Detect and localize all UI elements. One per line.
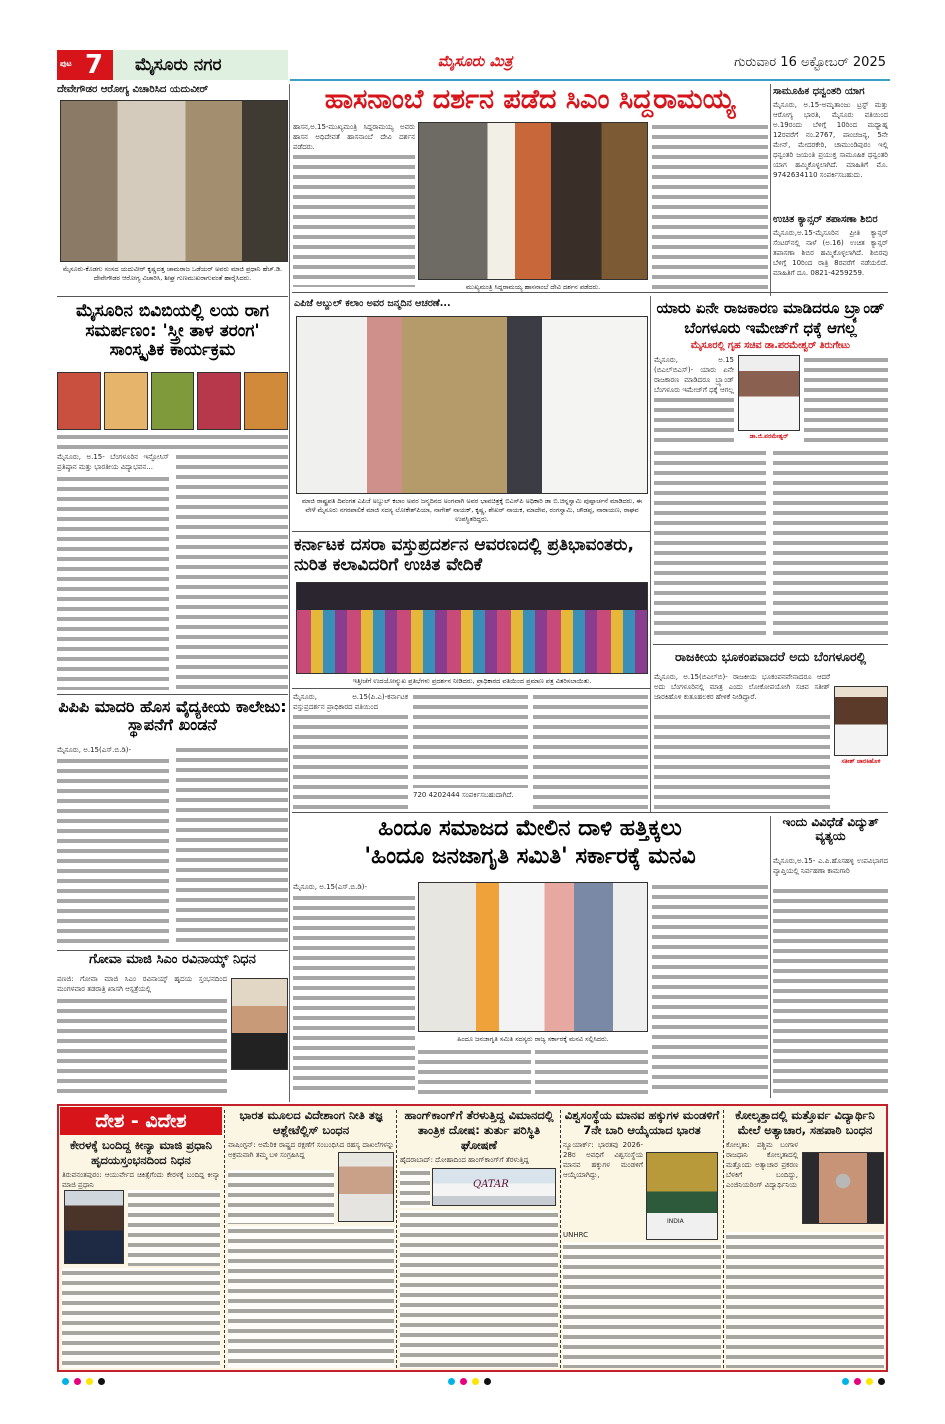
portrait [151, 372, 195, 430]
section-title: ಮೈಸೂರು ನಗರ [113, 50, 288, 80]
story-body [400, 1168, 430, 1208]
photo-parameshwar [738, 355, 800, 431]
article-body [535, 1047, 648, 1095]
article-body [654, 395, 734, 445]
story-body [128, 1190, 220, 1266]
article-lead: ಮೈಸೂರು, ಅ.15(ಪಿ.ಎ)-ಕರ್ನಾಟಕ ವಸ್ತುಪ್ರದರ್ಶನ ಪ್ರಾಧಿಕಾರದ ವತಿಯಿಂದ [293, 693, 408, 711]
photo-yaduveer-devegowda [60, 100, 288, 262]
article-lead: ಮೈಸೂರು, ಅ.15 (ಬಿಎಲ್‌ಬಿಎಸ್)- ಯಾರು ಏನೇ ರಾಜಕಾರಣ ಮಾಡಿದರೂ ಬ್ರ್ಯಾಂಡ್ ಬೆಂಗಳೂರು ಇಮೇಜ್‌ಗೆ ಧಕ್ಕೆ ಆಗಲ್ಲ [654, 356, 734, 394]
page-number: 7 [85, 50, 104, 80]
photo-qatar-plane [432, 1168, 556, 1206]
story-body [228, 1170, 334, 1224]
column-divider [560, 1110, 561, 1368]
article-lead: ಪಣಜಿ: ಗೋವಾ ಮಾಜಿ ಸಿಎಂ ರವಿನಾಯ್ಕ್ ಹೃದಯ ಸ್ತಂಭನದಿಂದ ಮಂಗಳವಾರ ತಡರಾತ್ರಿ ಖಾಸಗಿ ಆಸ್ಪತ್ರೆಯಲ್ಲಿ [57, 975, 227, 993]
photo-caption: ಮೈಸೂರು-ಕೊಡಗು ಸಂಸದ ಯದುವೀರ್ ಕೃಷ್ಣದತ್ತ ಚಾಮರಾಜ ಒಡೆಯರ್ ಅವರು ಮಾಜಿ ಪ್ರಧಾನಿ ಹೆಚ್.ಡಿ. ದೇವೇಗೌಡರ ಆರೋಗ್ಯ ವಿಚಾರಿಸಿ, ಶೀಘ್ರ ಗುಣಮುಖರಾಗುವಂತೆ ಹಾರೈಸಿದರು. [62, 265, 283, 282]
column-divider [396, 1110, 397, 1368]
registration-dot [74, 1378, 81, 1385]
brief-headline: ಸಾಮೂಹಿಕ ಧನ್ವಂತರಿ ಯಾಗ [773, 86, 865, 97]
portrait [104, 372, 148, 430]
registration-dot [866, 1378, 873, 1385]
story-headline: ಹಾಂಗ್‌ಕಾಂಗ್‌ಗೆ ತೆರಳುತ್ತಿದ್ದ ವಿಮಾನದಲ್ಲಿ ತಾಂತ್ರಿಕ ದೋಷ: ತುರ್ತು ಪರಿಸ್ಥಿತಿ ಘೋಷಣೆ [404, 1108, 554, 1152]
registration-dot [460, 1378, 467, 1385]
nameplate: INDIA [667, 1218, 684, 1225]
portrait [197, 372, 241, 430]
column-divider [650, 296, 651, 812]
photo-headline: ಎಪಿಜೆ ಅಬ್ದುಲ್ ಕಲಾಂ ಅವರ ಜನ್ಮದಿನ ಆಚರಣೆ... [294, 298, 451, 309]
photo-ravi-naik [231, 978, 288, 1070]
article-headline: ರಾಜಕೀಯ ಭೂಕಂಪವಾದರೆ ಅದು ಬೆಂಗಳೂರಲ್ಲಿ [674, 649, 867, 664]
article-headline: ಯಾರು ಏನೇ ರಾಜಕಾರಣ ಮಾಡಿದರೂ ಬ್ರ್ಯಾಂಡ್ ಬೆಂಗಳೂರು ಇಮೇಜ್‌ಗೆ ಧಕ್ಕೆ ಆಗಲ್ಲ [656, 299, 885, 337]
story-body [62, 1268, 220, 1368]
brief-yaga [773, 86, 888, 300]
photo-caption: ಮುಖ್ಯಮಂತ್ರಿ ಸಿದ್ದರಾಮಯ್ಯ ಹಾಸನಾಂಬೆ ದೇವಿ ದರ್ಶನ ಪಡೆದರು. [465, 283, 601, 291]
registration-dot [98, 1378, 105, 1385]
photo-kalam-birthday [296, 316, 648, 494]
column-divider [224, 1110, 225, 1368]
lead-story-body [652, 122, 768, 290]
left-column [57, 84, 288, 1102]
article-headline: ಇಂದು ವಿವಿಧೆಡೆ ವಿದ್ಯುತ್ ವ್ಯತ್ಯಯ [782, 815, 879, 843]
lead-story-lead: ಹಾಸನ,ಅ.15-ಮುಖ್ಯಮಂತ್ರಿ ಸಿದ್ದರಾಮಯ್ಯ ಅವರು ಹಾಸನ ಅಧಿದೇವತೆ ಹಾಸನಾಂಬೆ ದೇವಿ ದರ್ಶನ ಪಡೆದರು. [293, 123, 415, 151]
registration-dot [62, 1378, 69, 1385]
article-headline: ದೇವೇಗೌಡರ ಆರೋಗ್ಯ ವಿಚಾರಿಸಿದ ಯದುವೀರ್ [57, 84, 209, 95]
article-lead: ಮೈಸೂರು, ಅ.15- ಬೆಂಗಳೂರಿನ ಇನ್ಫೋಸಿಸ್ ಪ್ರತಿಷ್ಠಾನ ಮತ್ತು ಭಾರತೀಯ ವಿದ್ಯಾಭವನ... [57, 453, 169, 471]
story-body [726, 1232, 884, 1368]
article-lead: ಮೈಸೂರು, ಅ.15(ಎಸ್.ಬಿ.ಡಿ)- [293, 883, 368, 891]
photo-ashley-tellis [338, 1152, 394, 1222]
article-body [57, 474, 169, 690]
divider [57, 950, 288, 951]
article-body [654, 712, 830, 810]
article-body [57, 996, 227, 1096]
article-lead: ಮೈಸೂರು, ಅ.15(ಬಿಎಲ್‌ಬಿ)- ರಾಜಕೀಯ ಭೂಕಂಪನವೇನಾದರೂ ಆದರೆ ಅದು ಬೆಂಗಳೂರಿನಲ್ಲಿ ಮಾತ್ರ ಎಂದು ಲೋಕೋಪಯೋಗಿ ಸಚಿವ ಸತೀಶ್ ಜಾರಕಿಹೊಳಿ ಕುತೂಹಲಕರ ಹೇಳಿಕೆ ನೀಡಿದ್ದಾರೆ. [654, 673, 830, 701]
brief-body: ಮೈಸೂರು, ಅ.15-ಅಮೃತಾಂಜು ಟ್ರಸ್ಟ್ ಮತ್ತು ಆರೋಗ್ಯ ಭಾರತಿ, ಮೈಸೂರು ವತಿಯಿಂದ ಅ.19ರಂದು ಬೆಳಿಗ್ಗೆ 10ರಿಂದ ಮಧ್ಯಾಹ್ನ 12ರವರೆಗೆ ನಂ.2767, ಪಾಂಚಜನ್ಯ, 5ನೇ ಮೇನ್, ಮೇದರಕೇರಿ, ಚಾಮುಂಡಿಪುರಂ ಇಲ್ಲಿ ಧನ್ವಂತರಿ ಜಯಂತಿ ಪ್ರಯುಕ್ತ ಸಾಮೂಹಿಕ ಧನ್ವಂತರಿ ಯಾಗ ಹಮ್ಮಿಕೊಳ್ಳಲಾಗಿದೆ. ಮಾಹಿತಿಗೆ ಮೊ. 9742634110 ಸಂಪರ್ಕಿಸಬಹುದು. [773, 101, 888, 179]
story-lead: ಹೈದರಾಬಾದ್: ದೋಹಾದಿಂದ ಹಾಂಗ್‌ಕಾಂಗ್‌ಗೆ ತೆರಳುತ್ತಿದ್ದ [400, 1156, 529, 1164]
article-body [413, 692, 528, 788]
story-lead: ಕೋಲ್ಕತಾ: ಪಶ್ಚಿಮ ಬಂಗಾಳ ರಾಜಧಾನಿ ಕೋಲ್ಕತಾದಲ್ಲಿ ಮತ್ತೊಂದು ಅತ್ಯಾಚಾರ ಪ್ರಕರಣ ಬೆಳಕಿಗೆ ಬಂದಿದ್ದು, ಎಂಜಿನಿಯರಿಂಗ್ ವಿದ್ಯಾರ್ಥಿನಿಯ [726, 1141, 798, 1189]
divider [292, 812, 888, 813]
page-tag [57, 50, 113, 80]
portrait [244, 372, 288, 430]
story-body [228, 1226, 394, 1368]
article-headline: ಕರ್ನಾಟಕ ದಸರಾ ವಸ್ತುಪ್ರದರ್ಶನ ಆವರಣದಲ್ಲಿ ಪ್ರತಿಭಾವಂತರು, ನುರಿತ ಕಲಾವಿದರಿಗೆ ಉಚಿತ ವೇದಿಕೆ [294, 535, 634, 575]
page-label: ಪುಟ [60, 59, 72, 68]
article-body [773, 448, 888, 640]
article-lead: ಮೈಸೂರು, ಅ.15(ಎಸ್.ಬಿ.ಡಿ)- [57, 746, 132, 754]
photo-kenya-pm [64, 1190, 124, 1264]
story-body [563, 1242, 721, 1368]
section-banner: ದೇಶ - ವಿದೇಶ [60, 1107, 222, 1135]
masthead: ಮೈಸೂರು ಮಿತ್ರ [437, 52, 513, 70]
article-body [652, 882, 768, 1095]
registration-dot [878, 1378, 885, 1385]
article-body [293, 712, 408, 810]
column-divider [770, 84, 771, 296]
article-headline: ಮೈಸೂರಿನ ಬಿವಿಬಿಯಲ್ಲಿ ಲಯ ರಾಗ ಸಮರ್ಪಣಂ: 'ಸ್ತ್ರೀ ತಾಳ ತರಂಗ' ಸಾಂಸ್ಕೃತಿಕ ಕಾರ್ಯಕ್ರಮ [76, 301, 269, 361]
article-headline: ಹಿಂದೂ ಸಮಾಜದ ಮೇಲಿನ ದಾಳಿ ಹತ್ತಿಕ್ಕಲು [378, 816, 682, 841]
article-body [293, 893, 415, 1093]
story-lead: ತಿರುವನಂತಪುರಂ: ಆಯುರ್ವೇದ ಚಿಕಿತ್ಸೆಗೆಂದು ಕೇರಳಕ್ಕೆ ಬಂದಿದ್ದ ಕೀನ್ಯಾ ಮಾಜಿ ಪ್ರಧಾನಿ [62, 1171, 220, 1189]
article-body [418, 1047, 531, 1095]
photo-hindu-samiti [418, 882, 648, 1032]
story-lead: ನ್ಯೂಯಾರ್ಕ್: ಭಾರತವು 2026-28ರ ಅವಧಿಗೆ ವಿಶ್ವಸಂಸ್ಥೆಯ ಮಾನವ ಹಕ್ಕುಗಳ ಮಂಡಳಿಗೆ ಆಯ್ಕೆಯಾಗಿದ್ದು, [563, 1141, 643, 1179]
divider [292, 531, 650, 532]
header-rule [290, 79, 890, 81]
article-body [654, 448, 766, 640]
lead-headline: ಹಾಸನಾಂಬೆ ದರ್ಶನ ಪಡೆದ ಸಿಎಂ ಸಿದ್ದರಾಮಯ್ಯ [324, 84, 736, 115]
column-divider [770, 816, 771, 1098]
article-headline: ಗೋವಾ ಮಾಜಿ ಸಿಎಂ ರವಿನಾಯ್ಕ್ ನಿಧನ [89, 952, 256, 967]
registration-dot [472, 1378, 479, 1385]
registration-dot [854, 1378, 861, 1385]
photo-un-assembly [646, 1152, 718, 1240]
brief-body: ಮೈಸೂರು,ಅ.15-ಮೈಸೂರಿನ ಪ್ರೀತಿ ಕ್ಯಾನ್ಸರ್ ಸೆಂಟರ್‌ನಲ್ಲಿ ನಾಳೆ (ಅ.16) ಉಚಿತ ಕ್ಯಾನ್ಸರ್ ತಪಾಸಣಾ ಶಿಬಿರ ಹಮ್ಮಿಕೊಳ್ಳಲಾಗಿದೆ. ಶಿಬಿರವು ಬೆಳಿಗ್ಗೆ 10ರಿಂದ ರಾತ್ರಿ 8ರವರೆಗೆ ನಡೆಯಲಿದೆ. ಮಾಹಿತಿಗೆ ದೂ. 0821-4259259. [773, 229, 888, 277]
article-phone: 720 4202444 ಸಂಪರ್ಕಿಸಬಹುದಾಗಿದೆ. [413, 791, 514, 799]
photo-handcuffs [802, 1152, 884, 1224]
photo-dasara-artists [296, 582, 648, 674]
photo-satish-jarkiholi [834, 686, 888, 756]
article-headline: ಪಿಪಿಪಿ ಮಾದರಿ ಹೊಸ ವೈದ್ಯಕೀಯ ಕಾಲೇಜು: ಸ್ಥಾಪನೆಗೆ ಖಂಡನೆ [58, 697, 287, 735]
column-divider [289, 84, 290, 1102]
article-body [57, 756, 169, 944]
divider [292, 292, 888, 293]
story-extra: UNHRC [563, 1231, 589, 1239]
divider [57, 694, 288, 695]
article-lead: ಮೈಸೂರು,ಅ.15- ಎ.ಪಿ.ಹೊಸಹಳ್ಳಿ ಉಪವಿಭಾಗದ ವ್ಯಾಪ್ತಿಯಲ್ಲಿ ನಿರ್ವಹಣಾ ಕಾಮಗಾರಿ [773, 857, 888, 875]
lead-story-body [293, 152, 415, 287]
photo-caption: ಮಾಜಿ ರಾಷ್ಟ್ರಪತಿ ದಿವಂಗತ ಎಪಿಜೆ ಅಬ್ದುಲ್ ಕಲಾಂ ಅವರ ಜನ್ಮದಿನದ ಅಂಗವಾಗಿ ಅವರ ಭಾವಚಿತ್ರಕ್ಕೆ ಬಿಎಸ್‌ಪಿ ಅಧಿಕಾರಿ ಡಾ ಬಿ.ಚಿನ್ನಸ್ವಾಮಿ ಪುಷ್ಪಾರ್ಚನೆ ಮಾಡಿದರು, ಈ ವೇಳೆ ಮೈಸೂರು ನಗರಪಾಲಿಕೆ ಮಾಜಿ ಸದಸ್ಯ ಲೋಕೇಶ್‌ಪಿಯಾ, ನಾಗೇಶ್ ನಾಯಕ್, ಕೃಷ್ಣ, ಶೇಖರ್ ನಾಯಕ, ಮಾದೇವ, ರಂಗಸ್ವಾಮಿ, ಚೌಡಪ್ಪ, ನಾರಾಯಣ, ರಾಘವ ಉಪಸ್ಥಿತರಿದ್ದರು. [301, 497, 643, 523]
portrait [57, 372, 101, 430]
portrait-captions [57, 432, 288, 450]
registration-dot [484, 1378, 491, 1385]
story-headline: ವಿಶ್ವಸಂಸ್ಥೆಯ ಮಾನವ ಹಕ್ಕುಗಳ ಮಂಡಳಿಗೆ 7ನೇ ಬಾರಿ ಆಯ್ಕೆಯಾದ ಭಾರತ [564, 1108, 720, 1137]
story-headline: ಭಾರತ ಮೂಲದ ವಿದೇಶಾಂಗ ನೀತಿ ತಜ್ಞ ಆಶ್ಲೇಟೆಲ್ಲಿಸ್ ಬಂಧನ [239, 1108, 383, 1137]
registration-dot [842, 1378, 849, 1385]
column-divider [723, 1110, 724, 1368]
brief-headline: ಉಚಿತ ಕ್ಯಾನ್ಸರ್ ತಪಾಸಣಾ ಶಿಬಿರ [773, 214, 878, 225]
divider [57, 296, 288, 297]
photo-label: ಸತೀಶ್ ಜಾರಕಿಹೊಳಿ [841, 758, 881, 765]
story-lead: ವಾಷಿಂಗ್ಟನ್: ಅಮೆರಿಕ ರಾಷ್ಟ್ರದ ರಕ್ಷಣೆಗೆ ಸಂಬಂಧಿಸಿದ ರಹಸ್ಯ ದಾಖಲೆಗಳನ್ನು ಅಕ್ರಮವಾಗಿ ತಮ್ಮ ಬಳಿ ಸಂಗ್ರಹಿಸಿದ್ದ [228, 1141, 394, 1159]
article-subhead: ಮೈಸೂರಲ್ಲಿ ಗೃಹ ಸಚಿವ ಡಾ.ಪರಮೇಶ್ವರ್ ತಿರುಗೇಟು [690, 340, 851, 351]
registration-dot [86, 1378, 93, 1385]
photo-caption: ಇತ್ತೀಚೆಗೆ ಉದಯೋನ್ಮುಖ ಪ್ರತಿಭೆಗಳು ಪ್ರದರ್ಶನ ನೀಡಿದರು, ಪ್ರಾಧಿಕಾರದ ವತಿಯಿಂದ ಪ್ರಮಾಣ ಪತ್ರ ವಿತರಿಸಲಾಯಿತು. [352, 677, 592, 685]
article-body [533, 692, 648, 810]
divider [292, 688, 650, 689]
story-headline: ಕೇರಳಕ್ಕೆ ಬಂದಿದ್ದ ಕೀನ್ಯಾ ಮಾಜಿ ಪ್ರಧಾನಿ ಹೃದಯಸ್ತಂಭನದಿಂದ ನಿಧನ [69, 1138, 213, 1167]
article-body [176, 452, 288, 690]
divider [653, 644, 888, 645]
article-body [176, 745, 288, 944]
photo-label: ಡಾ.ಜಿ.ಪರಮೇಶ್ವರ್ [749, 433, 789, 440]
photo-caption: ಹಿಂದೂ ಜನಜಾಗೃತಿ ಸಮಿತಿ ಸದಸ್ಯರು ರಾಜ್ಯ ಸರ್ಕಾರಕ್ಕೆ ಮನವಿ ಸಲ್ಲಿಸಿದರು. [457, 1035, 609, 1043]
photo-cm-hasanambe [418, 122, 648, 280]
date: ಗುರುವಾರ 16 ಅಕ್ಟೋಬರ್ 2025 [734, 55, 886, 70]
story-body [400, 1210, 558, 1368]
article-headline: 'ಹಿಂದೂ ಜನಜಾಗೃತಿ ಸಮಿತಿ' ಸರ್ಕಾರಕ್ಕೆ ಮನವಿ [364, 844, 696, 869]
plane-livery: QATAR [473, 1179, 509, 1190]
portrait-row [57, 372, 288, 430]
article-body [773, 886, 888, 1095]
registration-dot [448, 1378, 455, 1385]
article-body [804, 355, 888, 445]
story-headline: ಕೋಲ್ಕತ್ತಾದಲ್ಲಿ ಮತ್ತೊರ್ವ ವಿದ್ಯಾರ್ಥಿನಿ ಮೇಲೆ ಅತ್ಯಾಚಾರ, ಸಹಪಾಠಿ ಬಂಧನ [735, 1108, 875, 1137]
